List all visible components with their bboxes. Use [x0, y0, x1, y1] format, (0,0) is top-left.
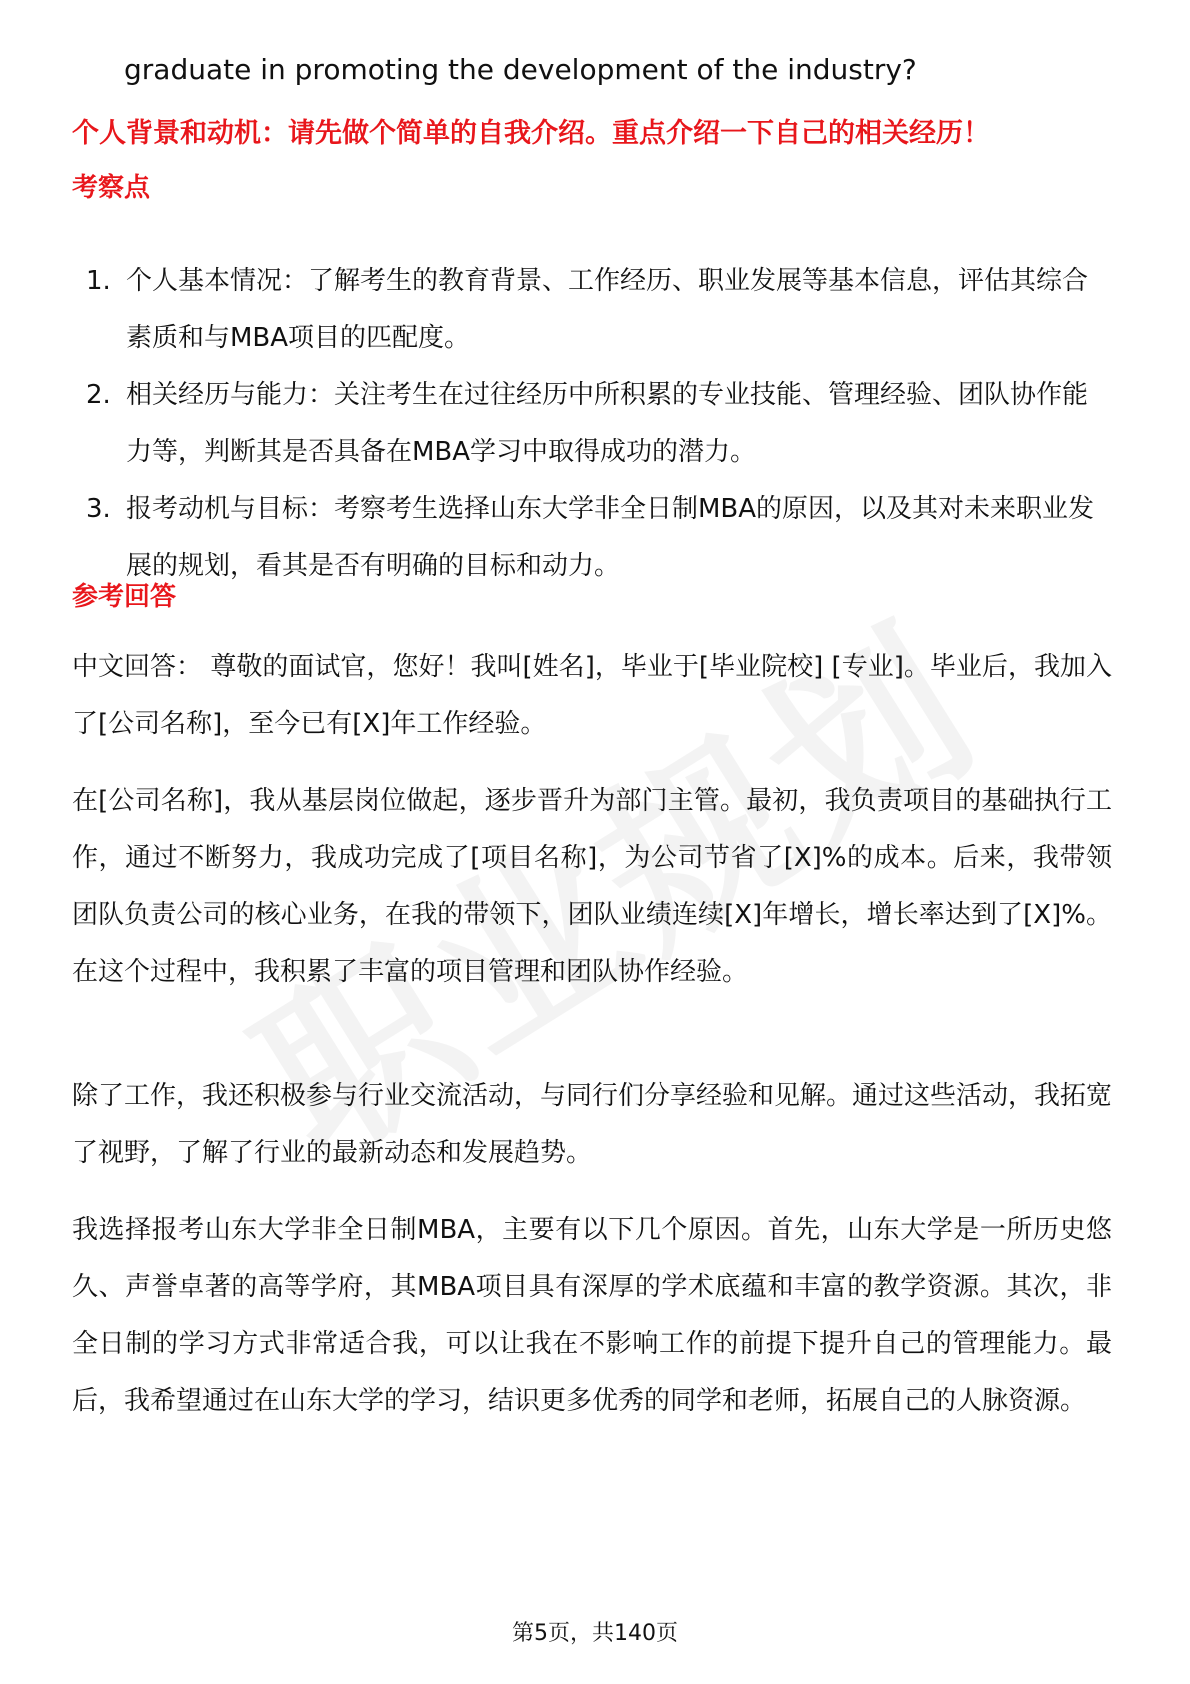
- list-item: [72, 481, 1112, 595]
- continuation-text: graduate in promoting the development of the industry?: [124, 53, 917, 86]
- examine-heading: 考察点: [72, 173, 151, 203]
- list-text: 报考动机与目标：考察考生选择山东大学非全日制MBA的原因，以及其对未来职业发展的规划，看其是否有明确的目标和动力。: [126, 494, 1095, 581]
- answer-paragraph: 我选择报考山东大学非全日制MBA，主要有以下几个原因。首先，山东大学是一所历史悠久、声誉卓著的高等学府，其MBA项目具有深厚的学术底蕴和丰富的教学资源。其次，非全日制的学习方式非常适合我，可以让我在不影响工作的前提下提升自己的管理能力。最后，我希望通过在山东大学的学习，结识更多优秀的同学和老师，拓展自己的人脉资源。: [72, 1215, 1112, 1416]
- answer-paragraph: 在[公司名称]，我从基层岗位做起，逐步晋升为部门主管。最初，我负责项目的基础执行工作，通过不断努力，我成功完成了[项目名称]，为公司节省了[X]%的成本。后来，我带领团队负责公司的核心业务，在我的带领下，团队业绩连续[X]年增长，增长率达到了[X]%。在这个过程中，我积累了丰富的项目管理和团队协作经验。: [72, 786, 1112, 987]
- question-heading: 个人背景和动机：请先做个简单的自我介绍。重点介绍一下自己的相关经历！: [72, 118, 990, 149]
- list-text: 个人基本情况：了解考生的教育背景、工作经历、职业发展等基本信息，评估其综合素质和与MBA项目的匹配度。: [126, 266, 1089, 353]
- answer-heading: 参考回答: [72, 582, 177, 612]
- list-number: 2.: [86, 380, 111, 410]
- examine-points-list: [72, 253, 1112, 595]
- list-text: 相关经历与能力：关注考生在过往经历中所积累的专业技能、管理经验、团队协作能力等，判断其是否具备在MBA学习中取得成功的潜力。: [126, 380, 1089, 467]
- list-item: [72, 367, 1112, 481]
- page-footer: 第5页，共140页: [512, 1621, 678, 1646]
- answer-paragraph: 中文回答： 尊敬的面试官，您好！我叫[姓名]，毕业于[毕业院校] [专业]。毕业后，我加入了[公司名称]，至今已有[X]年工作经验。: [72, 652, 1112, 739]
- answer-paragraph: 除了工作，我还积极参与行业交流活动，与同行们分享经验和见解。通过这些活动，我拓宽了视野，了解了行业的最新动态和发展趋势。: [72, 1081, 1113, 1168]
- list-item: [72, 253, 1112, 367]
- list-number: 3.: [86, 494, 111, 524]
- list-number: 1.: [86, 266, 111, 296]
